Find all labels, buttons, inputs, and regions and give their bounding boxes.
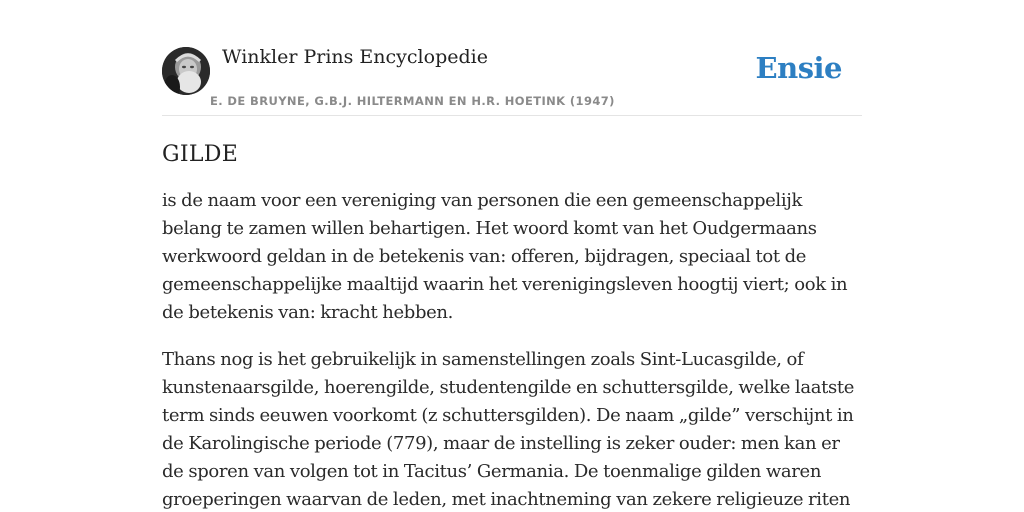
book-title-link[interactable]: Winkler Prins Encyclopedie: [222, 46, 488, 68]
book-authors: E. DE BRUYNE, G.B.J. HILTERMANN EN H.R. HOETINK (1947): [210, 94, 615, 108]
author-portrait-icon[interactable]: [162, 47, 210, 95]
entry-paragraph: is de naam voor een vereniging van personen die een gemeenschappelijk belang te zamen willen behartigen. Het woord komt van het Oudgermaans werkwoord geldan in de betekenis van: offeren, bijdragen, speciaal tot de gemeenschappelijke maaltijd waarin het verenigingsleven hoogtij viert; ook in de betekenis van: kracht hebben.: [162, 190, 848, 323]
ensie-logo-link[interactable]: Ensie: [755, 51, 842, 85]
book-header: [162, 0, 862, 116]
entry-paragraph: Thans nog is het gebruikelijk in samenstellingen zoals Sint-Lucasgilde, of kunstenaarsgilde, hoerengilde, studentengilde en schuttersgilde, welke laatste term sinds eeuwen voorkomt (z schuttersgilden). De naam „gilde” verschijnt in de Karolingische periode (779), maar de instelling is zeker ouder: men kan er de sporen van volgen tot in Tacitus’ Germania. De toenmalige gilden waren groeperingen waarvan de leden, met inachtneming van zekere religieuze riten: [162, 349, 855, 510]
entry-title: GILDE: [162, 142, 239, 167]
entry-body: [162, 187, 862, 512]
content-container: [162, 0, 862, 512]
